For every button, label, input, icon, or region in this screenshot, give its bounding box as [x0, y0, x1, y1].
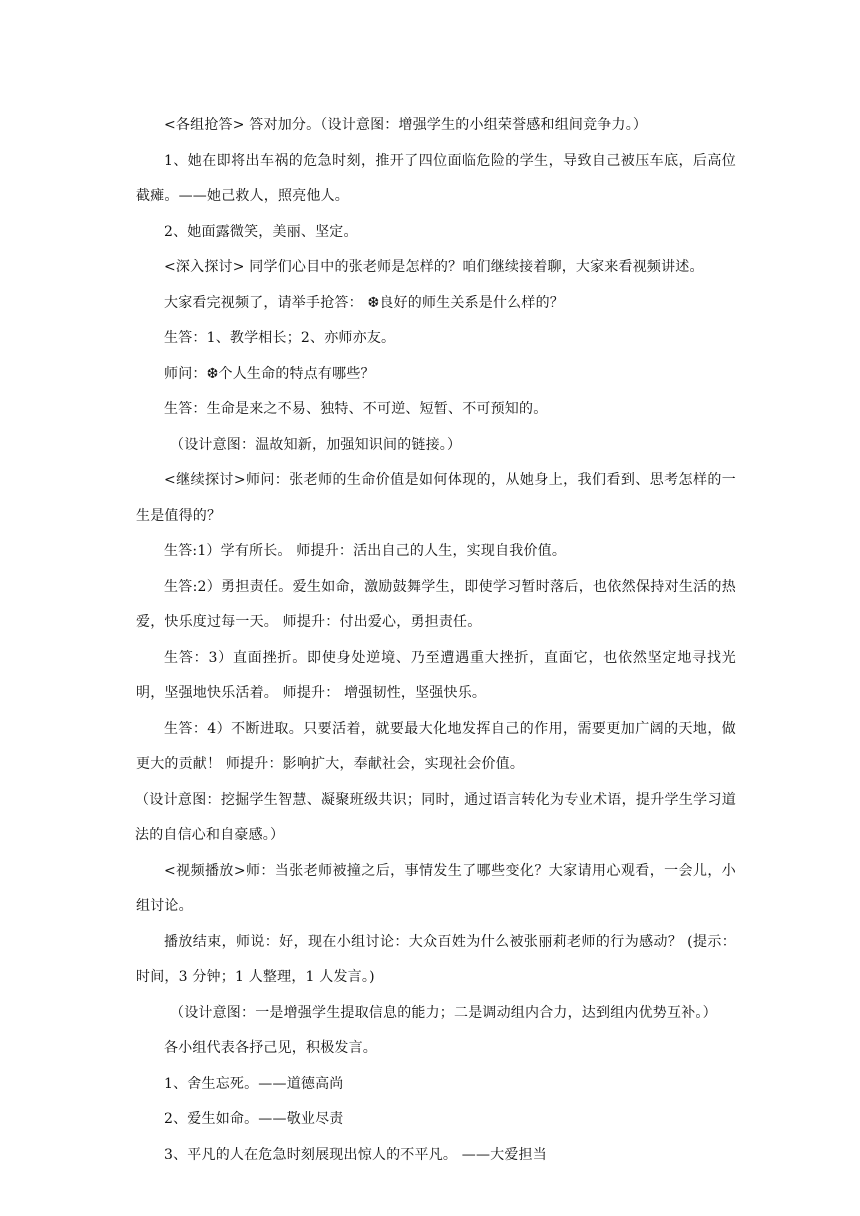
paragraph-student-answer-1: 生答:1）学有所长。 师提升：活出自己的人生，实现自我价值。 — [164, 543, 567, 559]
paragraph-answer-1: 1、她在即将出车祸的危急时刻，推开了四位面临危险的学生，导致自己被压车底，后高位截瘫。——她己救人，照亮他人。 — [136, 152, 736, 204]
paragraph-student-answer-4: 生答：4）不断进取。只要活着，就要最大化地发挥自己的作用，需要更加广阔的天地，做更大的贡献！ 师提升：影响扩大，奉献社会，实现社会价值。 — [136, 720, 736, 772]
paragraph-student-answer-3: 生答：3）直面挫折。即使身处逆境、乃至遭遇重大挫折，直面它，也依然坚定地寻找光明，坚强地快乐活着。 师提升： 增强韧性，坚强快乐。 — [136, 649, 736, 701]
paragraph-group-discussion: 播放结束，师说：好，现在小组讨论：大众百姓为什么被张丽莉老师的行为感动？ (提示：时间，3 分钟；1 人整理，1 人发言。) — [136, 933, 736, 985]
paragraph-conclusion-2: 2、爱生如命。——敬业尽责 — [164, 1111, 344, 1127]
paragraph-deep-discussion: <深入探讨> 同学们心目中的张老师是怎样的？咱们继续接着聊，大家来看视频讲述。 — [164, 259, 704, 275]
paragraph-student-answer-relationship: 生答：1、教学相长；2、亦师亦友。 — [164, 330, 396, 346]
paragraph-answer-2: 2、她面露微笑，美丽、坚定。 — [164, 223, 358, 240]
paragraph-continue-discussion: <继续探讨>师问：张老师的生命价值是如何体现的，从她身上，我们看到、思考怎样的一生是值得的？ — [136, 472, 736, 524]
paragraph-group-representatives: 各小组代表各抒己见，积极发言。 — [164, 1040, 377, 1056]
paragraph-design-intent-review: （设计意图：温故知新，加强知识间的链接。） — [170, 436, 462, 453]
paragraph-design-intent-info: （设计意图：一是增强学生提取信息的能力；二是调动组内合力，达到组内优势互补。） — [170, 1004, 717, 1021]
paragraph-video-playback: <视频播放>师：当张老师被撞之后，事情发生了哪些变化？大家请用心观看，一会儿，小组讨论。 — [136, 862, 736, 914]
paragraph-student-answer-2: 生答:2）勇担责任。爱生如命，激励鼓舞学生，即使学习暂时落后，也依然保持对生活的热爱，快乐度过每一天。 师提升：付出爱心，勇担责任。 — [136, 578, 736, 630]
paragraph-teacher-question-life: 师问：❆个人生命的特点有哪些？ — [164, 365, 375, 382]
document-body — [136, 108, 736, 1173]
paragraph-conclusion-1: 1、舍生忘死。——道德高尚 — [164, 1075, 344, 1092]
paragraph-conclusion-3: 3、平凡的人在危急时刻展现出惊人的不平凡。 ——大爱担当 — [164, 1146, 547, 1163]
paragraph-quick-answer-prompt: 大家看完视频了，请举手抢答： ❆良好的师生关系是什么样的？ — [164, 294, 564, 311]
paragraph-student-answer-life: 生答：生命是来之不易、独特、不可逆、短暂、不可预知的。 — [164, 401, 548, 417]
paragraph-group-quiz: <各组抢答> 答对加分。（设计意图：增强学生的小组荣誉感和组间竞争力。） — [164, 117, 648, 133]
paragraph-design-intent-wisdom: （设计意图：挖掘学生智慧、凝聚班级共识；同时，通过语言转化为专业术语，提升学生学习道法的自信心和自豪感。） — [135, 791, 736, 843]
